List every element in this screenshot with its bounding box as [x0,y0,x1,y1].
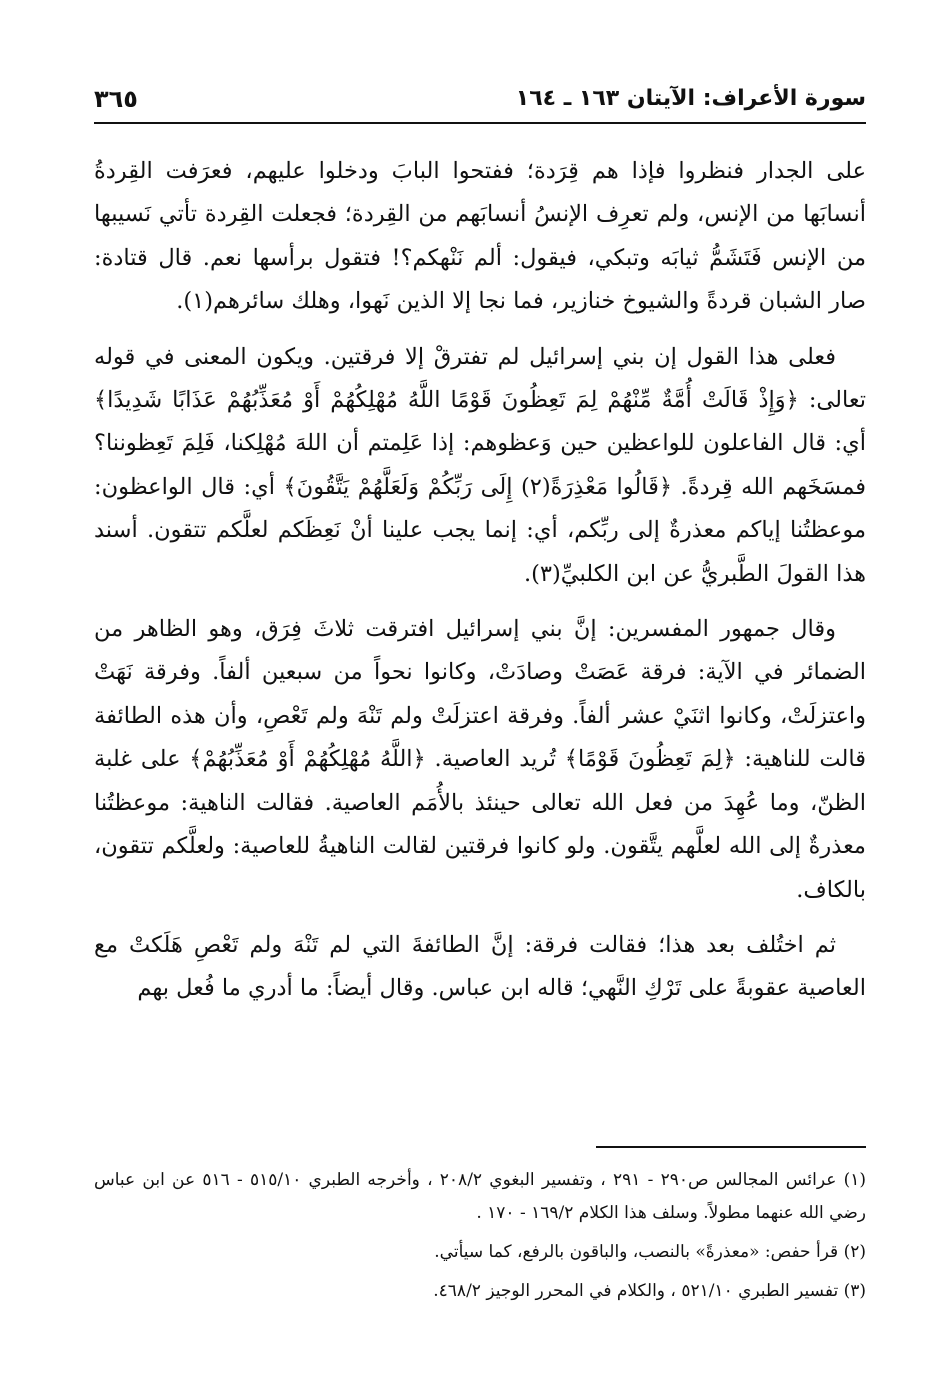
footnotes [94,1164,866,1314]
paragraph-1: على الجدار فنظروا فإذا هم قِرَدة؛ ففتحوا البابَ ودخلوا عليهم، فعرَفت القِردةُ أنسابَها من الإنس، ولم تعرِف الإنسُ أنسابَهم من القِردة؛ فجعلت القِردة تأتي نَسيبها من الإنس فَتَشَمُّ ثيابَه وتبكي، فيقول: ألم نَنْهكم؟! فتقول برأسها نعم. قال قتادة: صار الشبان قردةً والشيوخ خنازير، فما نجا إلا الذين نَهوا، وهلك سائرهم(١). [94,158,866,315]
paragraph-4: ثم اختُلف بعد هذا؛ فقالت فرقة: إنَّ الطائفةَ التي لم تَنْهَ ولم تَعْصِ هَلَكتْ مع العاصية عقوبةً على تَرْكِ النَّهي؛ قاله ابن عباس. وقال أيضاً: ما أدري ما فُعل بهم [94,931,866,1002]
footnote-3: (٣) تفسير الطبري ٥٢١/١٠ ، والكلام في المحرر الوجيز ٤٦٨/٢. [433,1281,866,1301]
running-header [94,82,866,124]
paragraph-3: وقال جمهور المفسرين: إنَّ بني إسرائيل افترقت ثلاثَ فِرَق، وهو الظاهر من الضمائر في الآية: فرقة عَصَتْ وصادَتْ، وكانوا نحواً من سبعين ألفاً. وفرقة نَهَتْ واعتزلَتْ، وكانوا اثنَيْ عشر ألفاً. وفرقة اعتزلَتْ ولم تَنْهَ ولم تَعْصِ، وأن هذه الطائفة قالت للناهية: ﴿لِمَ تَعِظُونَ قَوْمًا﴾ تُريد العاصية. ﴿اللَّهُ مُهْلِكُهُمْ أَوْ مُعَذِّبُهُمْ﴾ على غلبة الظنّ، وما عُهِدَ من فعل الله تعالى حينئذ بالأُمَم العاصية. فقالت الناهية: موعظتُنا معذرةٌ إلى الله لعلَّهم يتَّقون. ولو كانوا فرقتين لقالت الناهيةُ للعاصية: ولعلَّكم تتقون، بالكاف. [94,616,866,903]
footnote-2: (٢) قرأ حفص: «معذرةً» بالنصب، والباقون بالرفع، كما سيأتي. [434,1242,866,1262]
body-text [94,150,866,1011]
footnote-separator [596,1146,866,1148]
paragraph-2: فعلى هذا القول إن بني إسرائيل لم تفترقْ إلا فرقتين. ويكون المعنى في قوله تعالى: ﴿وَإِذْ قَالَتْ أُمَّةٌ مِّنْهُمْ لِمَ تَعِظُونَ قَوْمًا اللَّهُ مُهْلِكُهُمْ أَوْ مُعَذِّبُهُمْ عَذَابًا شَدِيدًا﴾ أي: قال الفاعلون للواعظين حين وَعظوهم: إذا عَلِمتم أن اللهَ مُهْلِكنا، فَلِمَ تَعِظوننا؟ فمسَخَهم الله قِردةً. ﴿قَالُوا مَعْذِرَةً(٢) إِلَى رَبِّكُمْ وَلَعَلَّهُمْ يَتَّقُونَ﴾ أي: قال الواعظون: موعظتُنا إياكم معذرةٌ إلى ربِّكم، أي: إنما يجب علينا أنْ نَعِظَكم لعلَّكم تتقون. أسند هذا القولَ الطَّبريُّ عن ابن الكلبيِّ(٣). [94,343,866,587]
header-title: سورة الأعراف: الآيتان ١٦٣ ـ ١٦٤ [515,86,866,111]
footnote-1: (١) عرائس المجالس ص٢٩٠ - ٢٩١ ، وتفسير البغوي ٢٠٨/٢ ، وأخرجه الطبري ٥١٥/١٠ - ٥١٦ عن ابن عباس رضي الله عنهما مطولاً. وسلف هذا الكلام ١٦٩/٢ - ١٧٠ . [94,1170,866,1223]
page-number: ٣٦٥ [94,85,138,113]
